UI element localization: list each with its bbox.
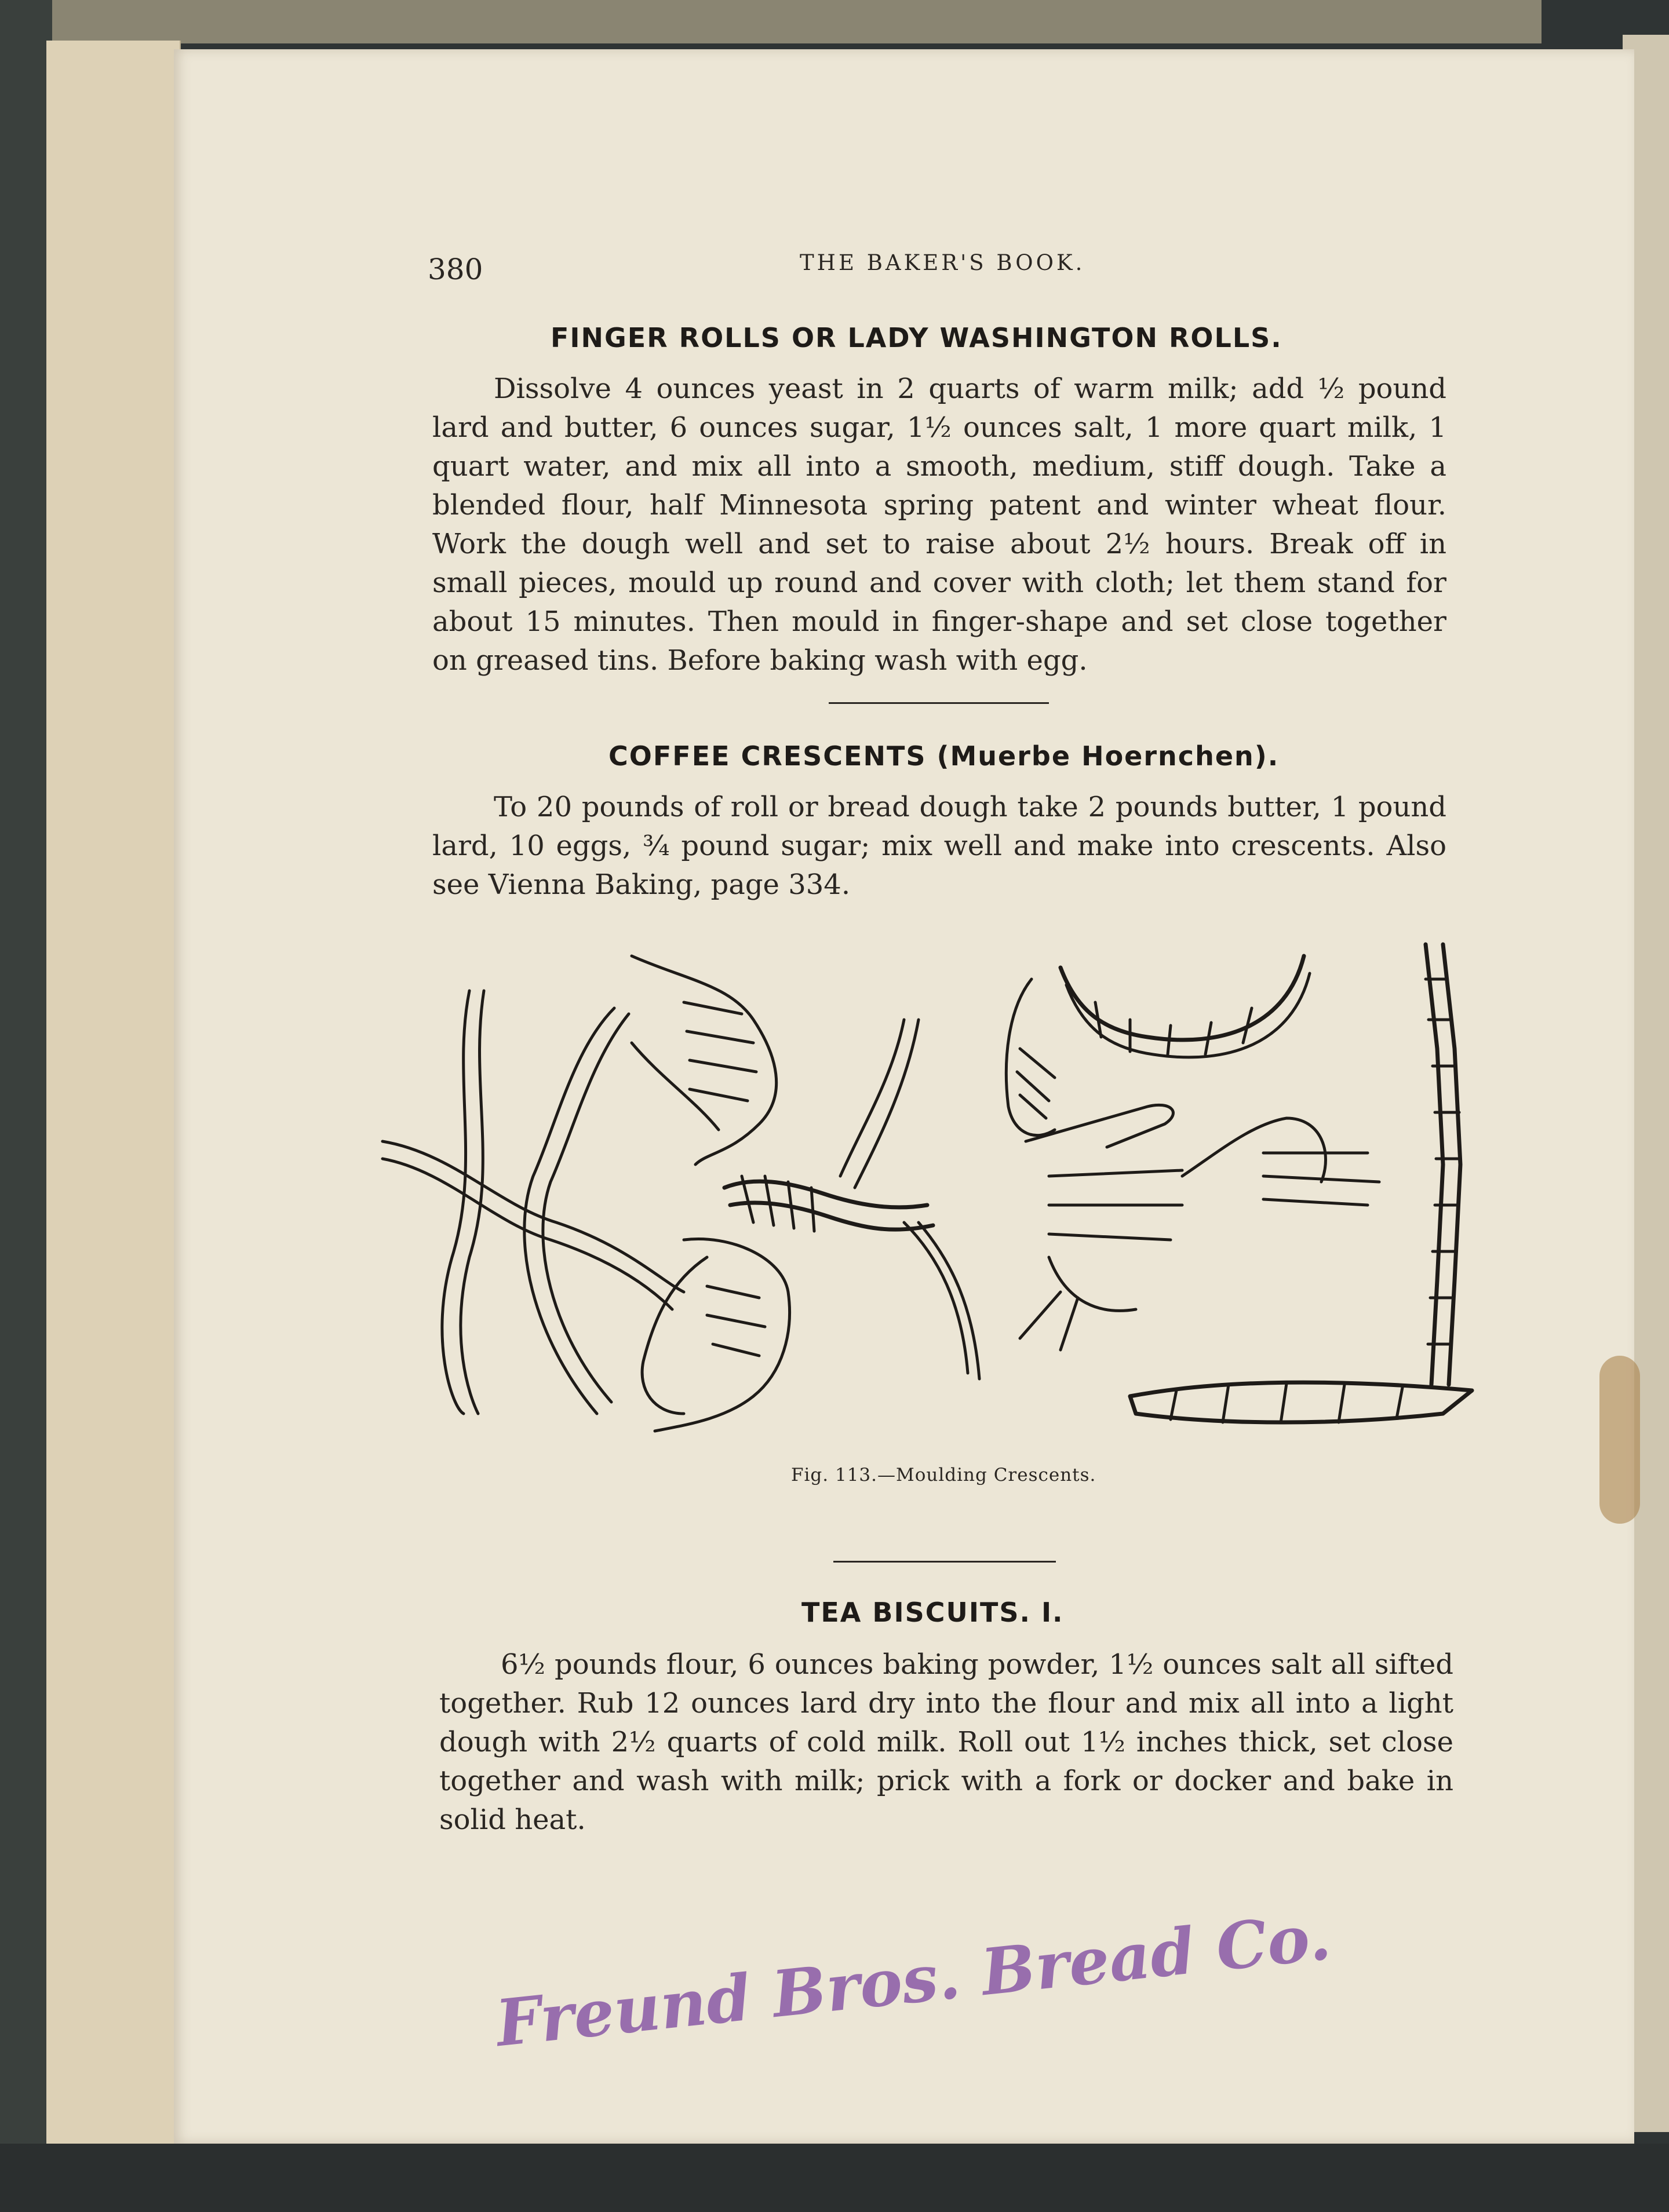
page-edge [46,41,71,2149]
page-edge [116,41,146,2149]
section-divider [829,702,1049,704]
section-text-tea-biscuits: 6½ pounds flour, 6 ounces baking powder, 1½ ounces salt all sifted together. Rub 12 ounces lard dry into the flour and mix all into a light dough with 2½ quarts of cold milk. Roll out 1½ inches thick, set close together and wash with milk; prick with a fork or docker and bake in solid heat. [439,1648,1453,1836]
page-edge [93,41,117,2149]
section-text-coffee-crescents: To 20 pounds of roll or bread dough take 2 pounds butter, 1 pound lard, 10 eggs, ¾ pound sugar; mix well and make into crescents. Also see Vienna Baking, page 334. [432,791,1446,901]
stamp-text: Freund Bros. Bread Co. [492,1899,1335,2061]
cover-top-edge [35,0,1542,43]
page-edge [70,41,94,2149]
section-divider [833,1561,1056,1563]
figure-caption: Fig. 113.—Moulding Crescents. [791,1465,1096,1485]
moulding-crescents-illustration [382,933,1513,1454]
bakery-stamp [487,1895,1335,2061]
running-head: THE BAKER'S BOOK. [800,250,1085,275]
section-title-tea-biscuits: TEA BISCUITS. I. [801,1597,1064,1628]
book-binding [0,0,52,2212]
page-number: 380 [428,253,483,286]
cover-bottom-edge [0,2144,1669,2212]
section-title-coffee-crescents: COFFEE CRESCENTS (Muerbe Hoernchen). [608,740,1280,772]
section-title-finger-rolls: FINGER ROLLS OR LADY WASHINGTON ROLLS. [551,322,1282,353]
paper-stain [1599,1356,1640,1524]
section-text-finger-rolls: Dissolve 4 ounces yeast in 2 quarts of warm milk; add ½ pound lard and butter, 6 ounces sugar, 1½ ounces salt, 1 more quart milk, 1 quart water, and mix all into a smooth, medium, stiff dough. Take a blended flour, half Minnesota spring patent and winter wheat flour. Work the dough well and set to raise about 2½ hours. Break off in small pieces, mould up round and cover with cloth; let them stand for about 15 minutes. Then mould in finger-shape and set close together on greased tins. Before baking wash with egg. [432,373,1446,677]
